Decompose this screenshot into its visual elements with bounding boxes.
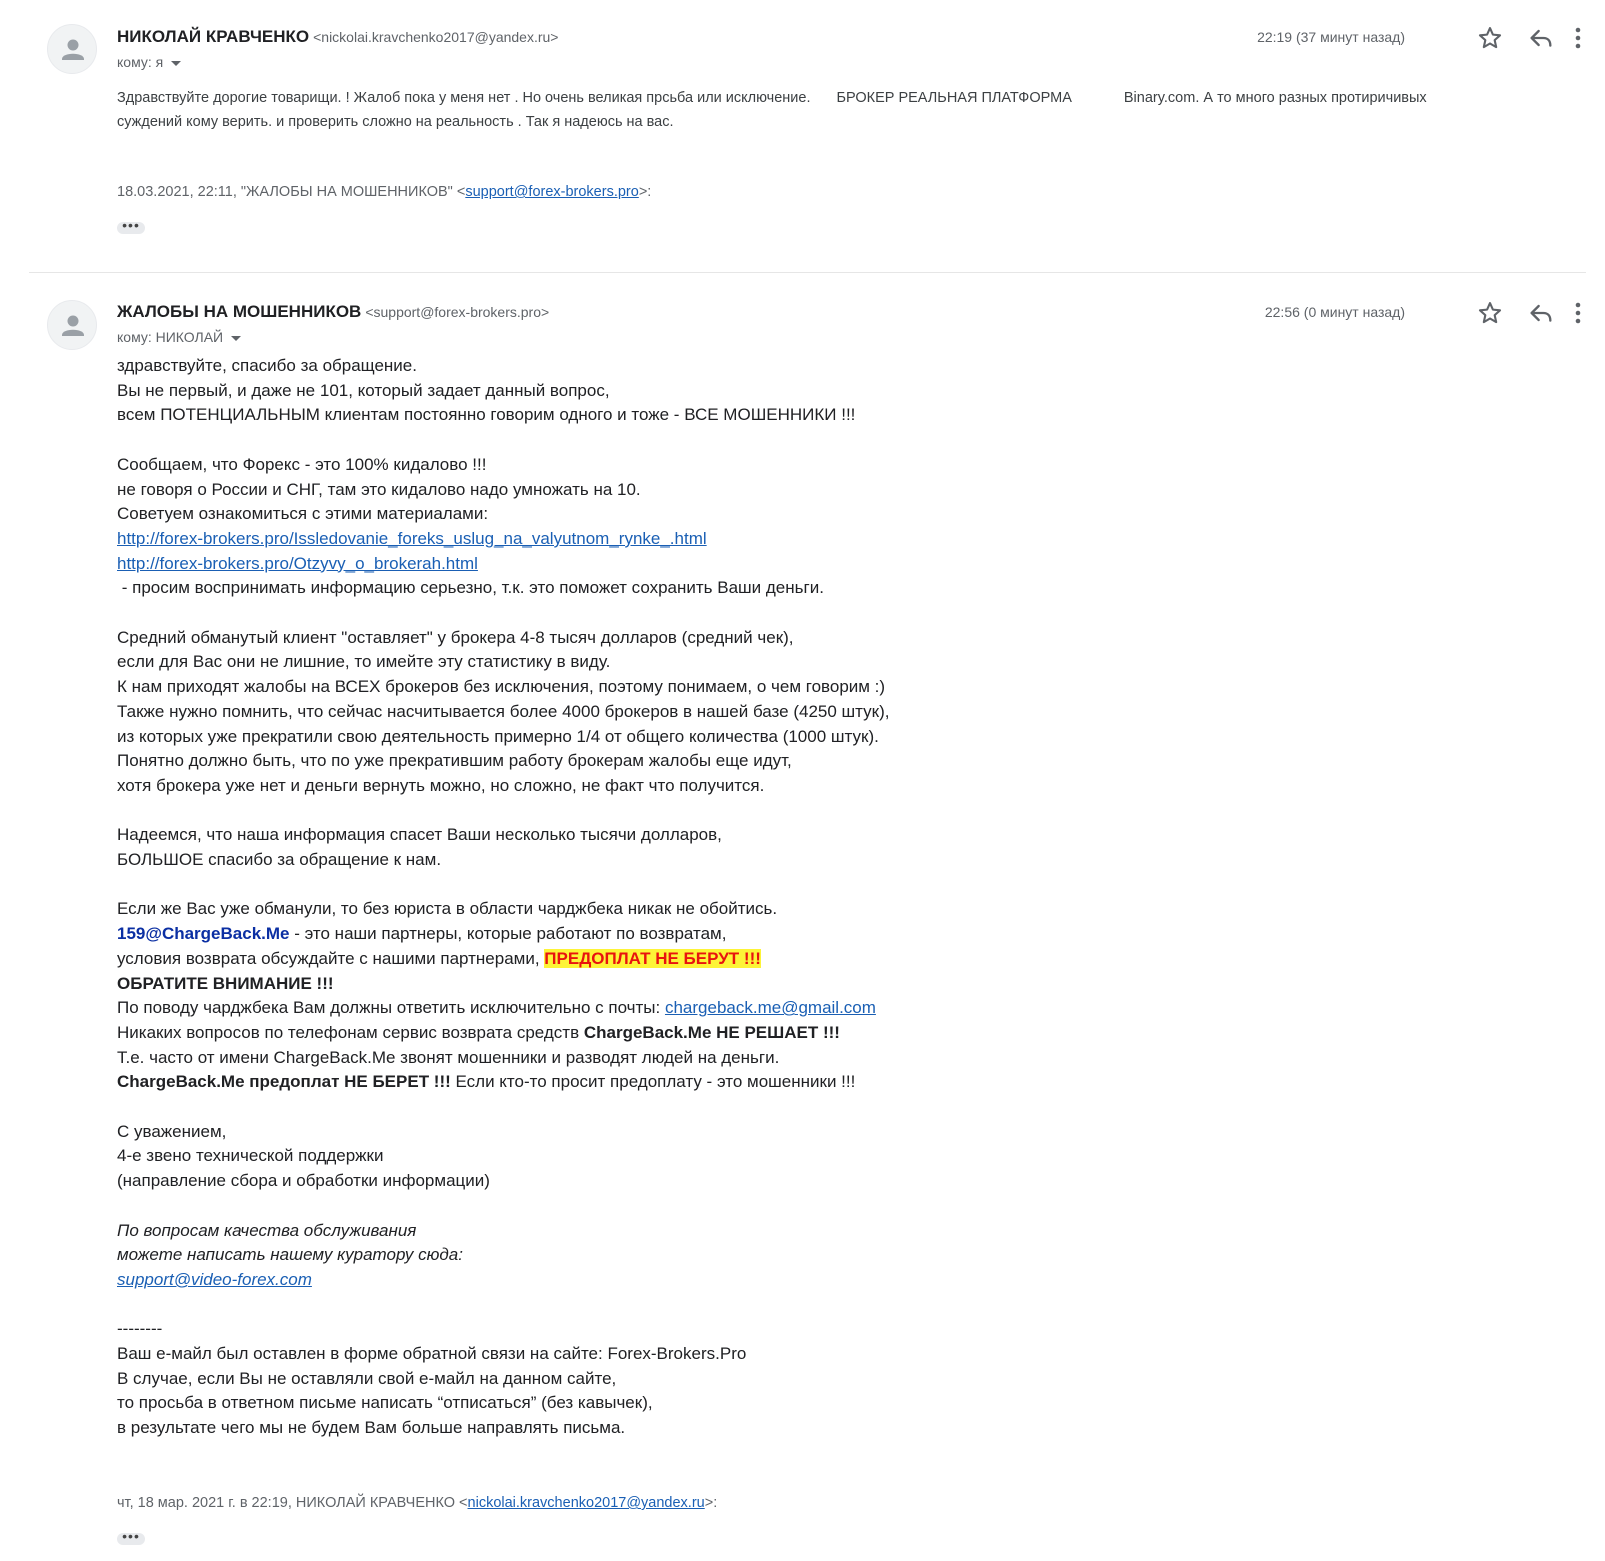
sender-email: <support@forex-brokers.pro>: [365, 304, 550, 320]
quote-header: чт, 18 мар. 2021 г. в 22:19, НИКОЛАЙ КРАВЧЕНКО <nickolai.kravchenko2017@yandex.ru>:: [117, 1495, 718, 1511]
link-research[interactable]: http://forex-brokers.pro/Issledovanie_foreks_uslug_na_valyutnom_rynke_.html: [117, 528, 707, 548]
partner-email: 159@ChargeBack.Me: [117, 924, 290, 944]
star-button[interactable]: [1476, 299, 1504, 327]
body-line: По вопросам качества обслуживания: [117, 1220, 417, 1240]
body-line: здравствуйте, спасибо за обращение.: [117, 356, 417, 375]
blank-line: [117, 1194, 1317, 1219]
reply-button[interactable]: [1527, 24, 1555, 52]
body-line: условия возврата обсуждайте с нашими партнерами, ПРЕДОПЛАТ НЕ БЕРУТ !!!: [117, 948, 761, 968]
body-line: По поводу чарджбека Вам должны ответить исключительно с почты: chargeback.me@gmail.com: [117, 998, 876, 1018]
blank-line: [117, 799, 1317, 824]
body-line: --------: [117, 1319, 163, 1339]
blank-line: [117, 873, 1317, 898]
body-line: ChargeBack.Me предоплат НЕ БЕРЕТ !!! Если кто-то просит предоплату - это мошенники !!!: [117, 1072, 856, 1092]
avatar: [47, 24, 97, 74]
star-button[interactable]: [1476, 24, 1504, 52]
body-line: в результате чего мы не будем Вам больше направлять письма.: [117, 1418, 626, 1438]
sender-email: <nickolai.kravchenko2017@yandex.ru>: [313, 29, 559, 45]
reply-icon: [1527, 299, 1555, 327]
body-line: ОБРАТИТЕ ВНИМАНИЕ !!!: [117, 973, 334, 993]
curator-email-link[interactable]: support@video-forex.com: [117, 1269, 312, 1289]
body-line: В случае, если Вы не оставляли свой е-майл на данном сайте,: [117, 1368, 617, 1388]
reply-button[interactable]: [1527, 299, 1555, 327]
more-options-button[interactable]: [1568, 299, 1588, 327]
body-line: К нам приходят жалобы на ВСЕХ брокеров без исключения, поэтому понимаем, о чем говорим :): [117, 677, 886, 697]
body-line: Советуем ознакомиться с этими материалами:: [117, 504, 489, 524]
sender-name: ЖАЛОБЫ НА МОШЕННИКОВ: [117, 302, 362, 321]
body-line: всем ПОТЕНЦИАЛЬНЫМ клиентам постоянно говорим одного и тоже - ВСЕ МОШЕННИКИ !!!: [117, 405, 856, 425]
sender[interactable]: [117, 27, 558, 47]
body-line: Также нужно помнить, что сейчас насчитывается более 4000 брокеров в нашей базе (4250 штук),: [117, 701, 890, 721]
quote-header: 18.03.2021, 22:11, "ЖАЛОБЫ НА МОШЕННИКОВ" <support@forex-brokers.pro>:: [117, 184, 652, 200]
sender-name: НИКОЛАЙ КРАВЧЕНКО: [117, 27, 310, 46]
star-icon: [1476, 299, 1504, 327]
body-line: Средний обманутый клиент "оставляет" у брокера 4-8 тысяч долларов (средний чек),: [117, 627, 794, 647]
body-line: можете написать нашему куратору сюда:: [117, 1245, 463, 1265]
divider: [29, 272, 1586, 273]
show-trimmed-content-button[interactable]: •••: [117, 222, 145, 234]
sender[interactable]: [117, 302, 549, 322]
body-line: Если же Вас уже обманули, то без юриста в области чарджбека никак не обойтись.: [117, 899, 778, 919]
blank-line: [117, 601, 1317, 626]
message-body: [117, 86, 1557, 134]
body-line: суждений кому верить. и проверить сложно на реальность . Так я надеюсь на вас.: [117, 114, 674, 130]
body-line: Надеемся, что наша информация спасет Ваши несколько тысячи долларов,: [117, 825, 722, 845]
reply-icon: [1527, 24, 1555, 52]
body-line: [117, 552, 1317, 577]
body-line: хотя брокера уже нет и деньги вернуть можно, но сложно, не факт что получится.: [117, 775, 765, 795]
message-time: 22:19 (37 минут назад): [1257, 29, 1405, 45]
blank-line: [117, 1095, 1317, 1120]
message-time: 22:56 (0 минут назад): [1264, 304, 1405, 320]
body-line: [117, 1268, 1317, 1293]
person-icon: [48, 25, 97, 74]
blank-line: [117, 428, 1317, 453]
body-line: БОЛЬШОЕ спасибо за обращение к нам.: [117, 850, 442, 870]
body-line: Т.е. часто от имени ChargeBack.Me звонят мошенники и разводят людей на деньги.: [117, 1047, 780, 1067]
body-line: Ваш е-майл был оставлен в форме обратной связи на сайте: Forex-Brokers.Pro: [117, 1344, 747, 1364]
recipient-label: кому: я: [117, 54, 164, 70]
recipient-label: кому: НИКОЛАЙ: [117, 329, 224, 345]
body-line: то просьба в ответном письме написать “отписаться” (без кавычек),: [117, 1393, 653, 1413]
message-body: [117, 354, 1317, 1441]
star-icon: [1476, 24, 1504, 52]
more-vert-icon: [1568, 24, 1588, 52]
body-line: 4-е звено технической поддержки: [117, 1146, 384, 1166]
body-line: 159@ChargeBack.Me - это наши партнеры, которые работают по возвратам,: [117, 924, 727, 944]
person-icon: [48, 301, 97, 350]
body-line: Вы не первый, и даже не 101, который задает данный вопрос,: [117, 380, 610, 400]
blank-line: [117, 1293, 1317, 1318]
link-reviews[interactable]: http://forex-brokers.pro/Otzyvy_o_brokerah.html: [117, 553, 478, 573]
body-line: - просим воспринимать информацию серьезно, т.к. это поможет сохранить Ваши деньги.: [117, 578, 824, 598]
body-line: не говоря о России и СНГ, там это кидалово надо умножать на 10.: [117, 479, 641, 499]
avatar: [47, 300, 97, 350]
quote-email-link[interactable]: nickolai.kravchenko2017@yandex.ru: [467, 1495, 705, 1511]
recipient-dropdown[interactable]: [117, 54, 181, 70]
body-line: Здравствуйте дорогие товарищи. ! Жалоб пока у меня нет . Но очень великая прсьба или исключение. БРОКЕР РЕАЛЬНАЯ ПЛАТФОРМА Binary.com. А то много разных протиричивых: [117, 90, 1427, 106]
more-options-button[interactable]: [1568, 24, 1588, 52]
body-line: Понятно должно быть, что по уже прекратившим работу брокерам жалобы еще идут,: [117, 751, 792, 771]
chevron-down-icon: [231, 336, 241, 341]
show-trimmed-content-button[interactable]: •••: [117, 1533, 145, 1545]
body-line: С уважением,: [117, 1121, 227, 1141]
chargeback-email-link[interactable]: chargeback.me@gmail.com: [664, 998, 876, 1018]
body-line: если для Вас они не лишние, то имейте эту статистику в виду.: [117, 652, 611, 672]
quote-email-link[interactable]: support@forex-brokers.pro: [465, 184, 639, 200]
recipient-dropdown[interactable]: [117, 329, 241, 345]
body-line: из которых уже прекратили свою деятельность примерно 1/4 от общего количества (1000 штук).: [117, 726, 879, 746]
chevron-down-icon: [171, 61, 181, 66]
highlight-no-prepayment: ПРЕДОПЛАТ НЕ БЕРУТ !!!: [544, 948, 761, 968]
more-vert-icon: [1568, 299, 1588, 327]
body-line: [117, 527, 1317, 552]
body-line: (направление сбора и обработки информации): [117, 1171, 490, 1191]
body-line: Сообщаем, что Форекс - это 100% кидалово !!!: [117, 454, 487, 474]
body-line: Никаких вопросов по телефонам сервис возврата средств ChargeBack.Me НЕ РЕШАЕТ !!!: [117, 1022, 840, 1042]
